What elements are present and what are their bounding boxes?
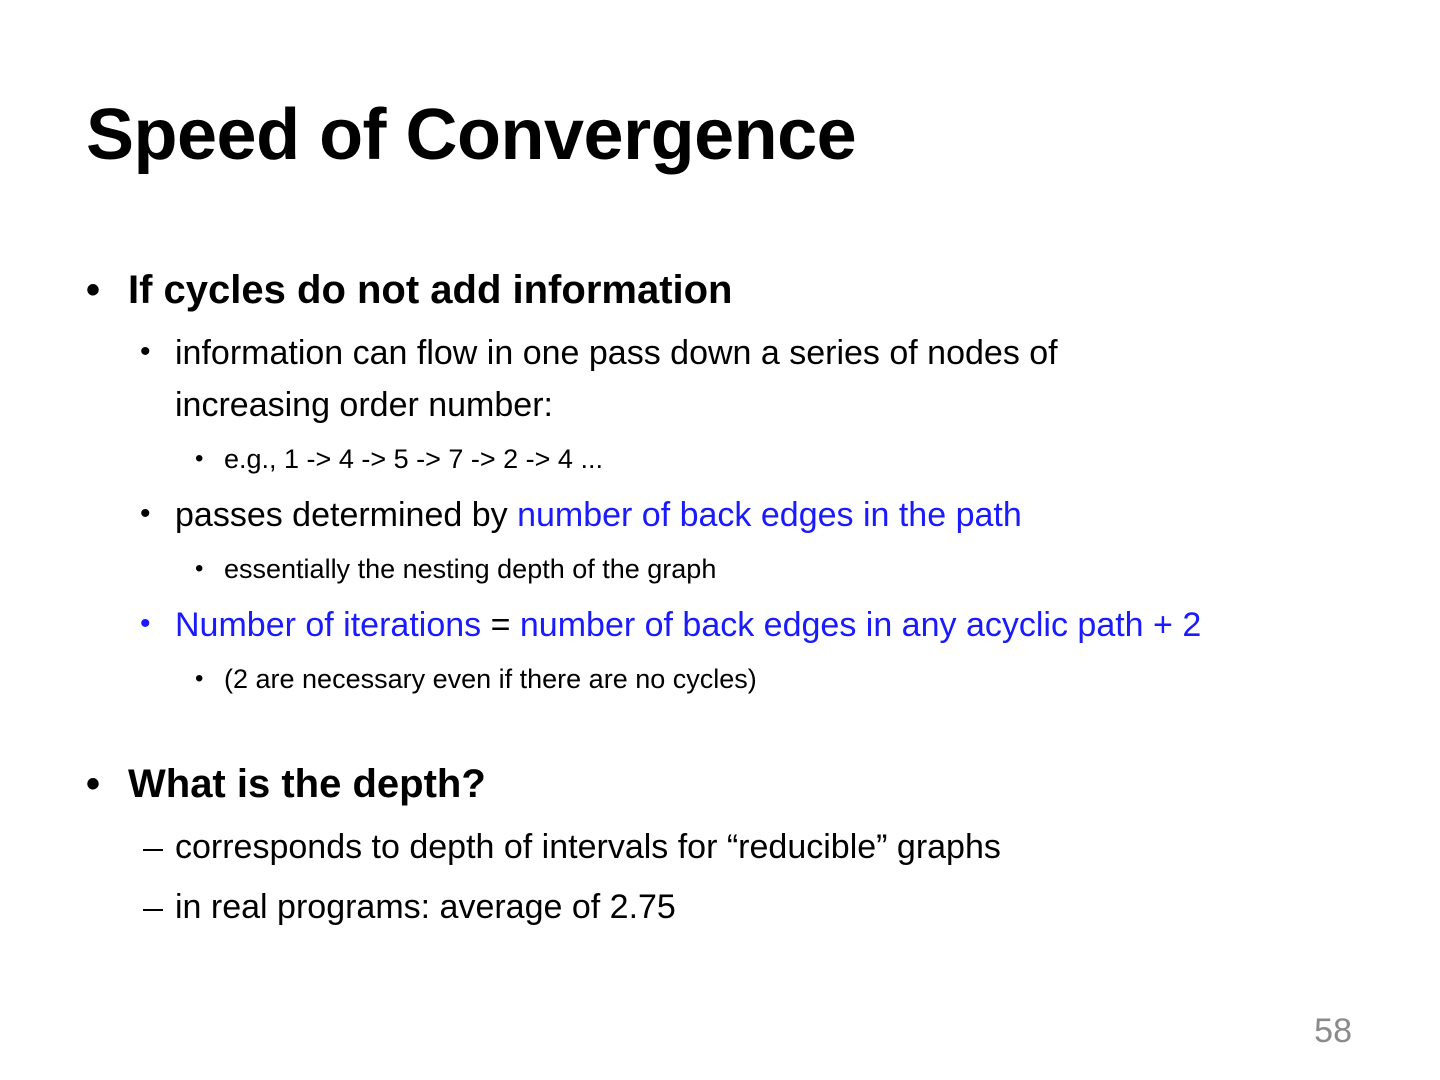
dash-item-reducible: corresponds to depth of intervals for “reducible” graphs <box>175 828 1001 866</box>
iterations-equals: = <box>481 606 520 644</box>
bullet-dot: • <box>140 497 151 530</box>
bullet-depth-heading: What is the depth? <box>128 762 486 806</box>
dash-mark <box>143 909 163 911</box>
iterations-formula: number of back edges in any acyclic path + 2 <box>519 606 1202 644</box>
bullet-info-flow-line1: information can flow in one pass down a series of nodes of <box>175 334 1058 372</box>
slide-title: Speed of Convergence <box>86 95 857 175</box>
passes-prefix: passes determined by <box>175 496 518 534</box>
iterations-label: Number of iterations <box>175 606 482 644</box>
bullet-dot: • <box>195 665 204 692</box>
passes-highlight: number of back edges in the path <box>517 496 1022 534</box>
bullet-info-flow-line2: increasing order number: <box>175 386 553 424</box>
bullet-dot: • <box>195 445 204 472</box>
bullet-two-necessary: (2 are necessary even if there are no cycles) <box>224 664 757 694</box>
dash-item-real-programs: in real programs: average of 2.75 <box>175 888 676 926</box>
bullet-iterations <box>175 606 1201 645</box>
bullet-dot: • <box>140 335 151 368</box>
bullet-nesting-depth: essentially the nesting depth of the graph <box>224 554 717 584</box>
page-number: 58 <box>1314 1012 1352 1050</box>
bullet-dot: • <box>140 607 151 640</box>
bullet-dot: • <box>86 762 101 806</box>
dash-mark <box>143 849 163 851</box>
bullet-dot: • <box>195 555 204 582</box>
bullet-passes <box>175 496 1022 535</box>
bullet-example: e.g., 1 -> 4 -> 5 -> 7 -> 2 -> 4 ... <box>224 444 603 474</box>
bullet-cycles-heading: If cycles do not add information <box>128 268 733 312</box>
bullet-dot: • <box>86 268 101 312</box>
